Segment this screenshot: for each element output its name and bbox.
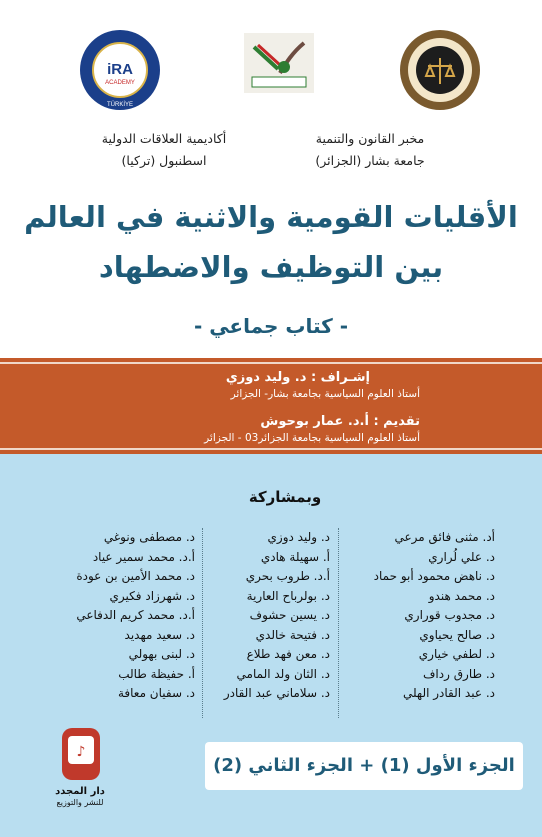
ira-mark: iRA [107,61,133,78]
contributor-name: د. لطفي خياري [418,647,495,661]
academy-name: أكاديمية العلاقات الدولية [101,131,227,146]
publisher-name: دار المجدد [55,786,105,797]
contributor-name: د. فتيحة خالدي [255,627,330,642]
contributor-name: د. وليد دوزي [267,530,330,544]
participation-label: وبمشاركة [248,488,322,506]
contributor-name: د. ناهض محمود أبو حماد [373,569,495,583]
contributor-name: أ. حفيظة طالب [118,666,195,681]
law-lab-logo [398,28,482,112]
contributor-name: د. معن فهد طلاع [246,647,330,661]
contributor-name: د. سلاماني عبد القادر [223,686,330,700]
book-title-line1: الأقليات القومية والاثنية في العالم [24,200,518,234]
contributor-name: د. شهرزاد فكيري [109,588,195,603]
lab-affiliation [290,128,450,172]
contributor-name: أد. مثنى فائق مرعي [394,530,495,544]
contributor-name: د. الثان ولد المامي [236,666,330,681]
contributor-name: د. بولرباح العارية [246,588,330,603]
contributors-column-right [335,528,495,704]
contributor-name: د. لبنى بهولي [128,647,195,661]
contributor-name: أ.د. طروب بحري [245,569,330,583]
publisher-logo [58,722,104,786]
contributor-name: د. مجدوب قوراري [404,608,495,622]
contributor-name: د. علي لُراري [428,549,495,564]
ira-bottom: TÜRKİYE [106,102,134,108]
column-divider [338,528,339,718]
contributor-name: أ.د. محمد سمير عياد [92,549,195,564]
contributor-name: د. طارق رداف [422,666,495,681]
contributor-name: د. سفيان معافة [117,686,195,700]
band-divider [0,362,542,364]
svg-text:♪: ♪ [76,744,86,760]
contributor-name: د. محمد الأمين بن عودة [76,569,195,583]
supervisor: إشـراف : د. وليد دوزي [225,370,370,385]
column-divider [202,528,203,718]
contributor-name: أ. سهيلة هادي [260,549,330,564]
volumes-label: الجزء الأول (1) + الجزء الثاني (2) [205,742,523,790]
publisher-tagline: للنشر والتوزيع [56,798,104,807]
contributor-name: د. عبد القادر الهلي [402,686,495,700]
contributor-name: د. سعيد مهديد [124,627,195,642]
lab-name: مخبر القانون والتنمية [315,131,425,146]
book-subtitle: - كتاب جماعي - [193,314,349,338]
ira-sub: ACADEMY [105,80,135,86]
academy-affiliation [94,128,234,172]
contributor-name: د. محمد هندو [428,588,495,603]
preface-author-title: أستاذ العلوم السياسية بجامعة الجزائر03 - الجزائر [204,432,420,444]
contributors-column-left [35,528,195,704]
book-title-line2: بين التوظيف والاضطهاد [98,250,444,284]
contributor-name: د. يسين حشوف [249,608,330,622]
preface-author: تقديم : أ.د. عمار بوحوش [260,414,420,429]
contributor-name: د. صالح يحياوي [419,627,495,642]
lab-university: جامعة بشار (الجزائر) [315,153,425,168]
contributor-name: أ.د. محمد كريم الدفاعي [76,608,195,622]
ira-academy-logo [78,28,162,112]
band-divider [0,448,542,450]
university-logo [244,33,314,93]
supervisor-title: أستاذ العلوم السياسية بجامعة بشار- الجزائر [230,388,420,400]
academy-city: اسطنبول (تركيا) [121,153,207,168]
contributor-name: د. مصطفى ونوغي [103,530,195,544]
